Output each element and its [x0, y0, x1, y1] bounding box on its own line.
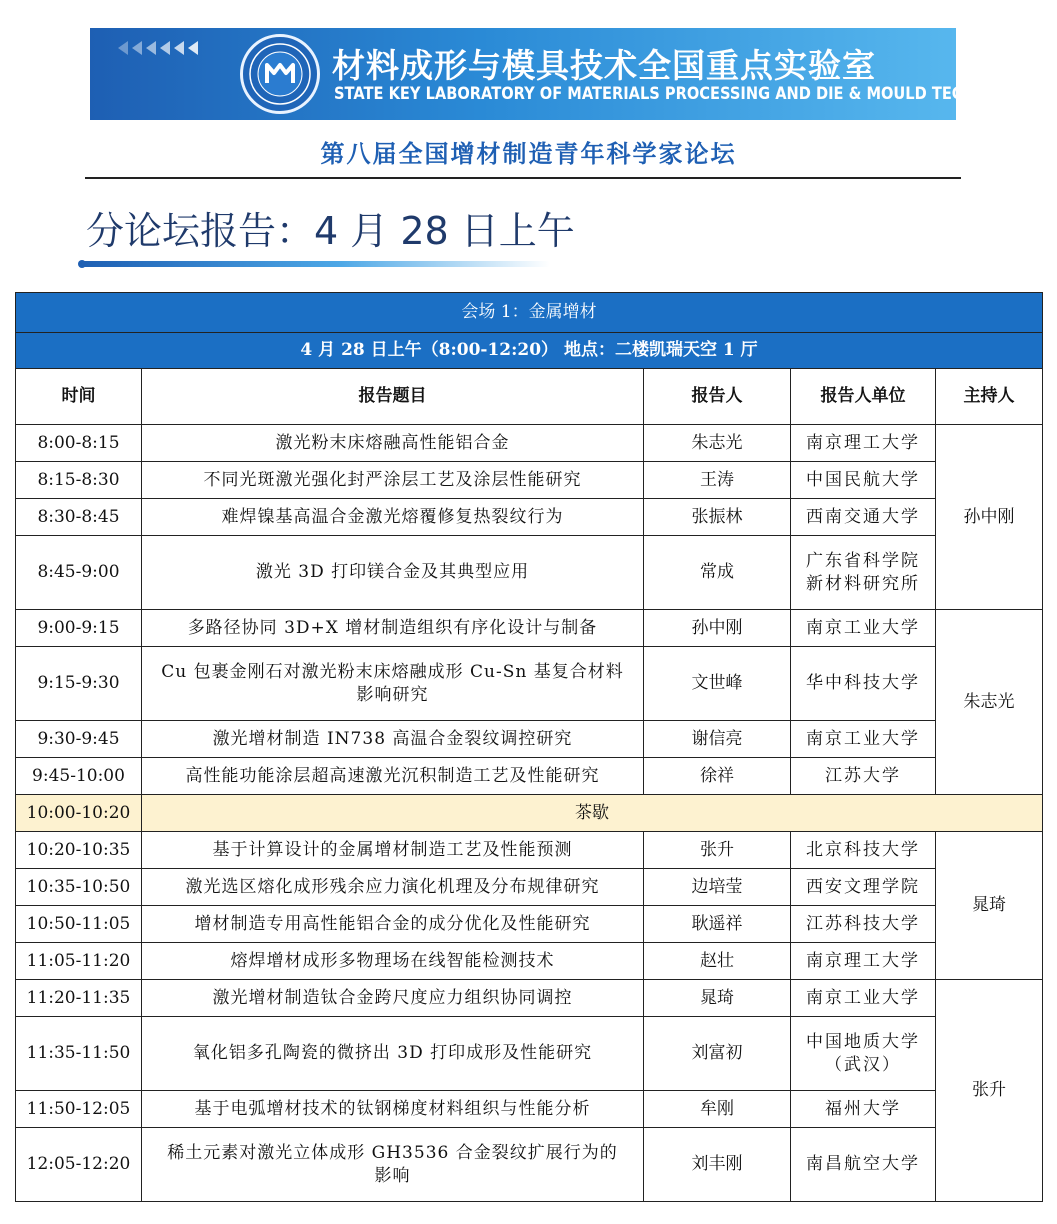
- title-cell: 激光 3D 打印镁合金及其典型应用: [142, 536, 644, 610]
- title-cell: 氧化铝多孔陶瓷的微挤出 3D 打印成形及性能研究: [142, 1017, 644, 1091]
- table-row: [16, 758, 1043, 795]
- break-row: [16, 795, 1043, 832]
- time-cell: 8:15-8:30: [16, 462, 142, 499]
- column-header-unit: 报告人单位: [791, 369, 936, 425]
- title-cell: 基于计算设计的金属增材制造工艺及性能预测: [142, 832, 644, 869]
- unit-cell: 南昌航空大学: [791, 1128, 936, 1202]
- speaker-cell: 牟刚: [644, 1091, 791, 1128]
- unit-cell: 福州大学: [791, 1091, 936, 1128]
- unit-cell: 南京理工大学: [791, 943, 936, 980]
- title-cell: 多路径协同 3D+X 增材制造组织有序化设计与制备: [142, 610, 644, 647]
- speaker-cell: 文世峰: [644, 647, 791, 721]
- time-cell: 11:20-11:35: [16, 980, 142, 1017]
- title-cell: 激光选区熔化成形残余应力演化机理及分布规律研究: [142, 869, 644, 906]
- time-cell: 10:35-10:50: [16, 869, 142, 906]
- column-header-title: 报告题目: [142, 369, 644, 425]
- time-cell: 11:50-12:05: [16, 1091, 142, 1128]
- speaker-cell: 晁琦: [644, 980, 791, 1017]
- speaker-cell: 常成: [644, 536, 791, 610]
- lab-banner: [90, 28, 1043, 120]
- time-cell: 8:30-8:45: [16, 499, 142, 536]
- unit-cell: 南京工业大学: [791, 980, 936, 1017]
- unit-cell: 西南交通大学: [791, 499, 936, 536]
- lab-name-en: STATE KEY LABORATORY OF MATERIALS PROCESSING AND DIE & MOULD TECHNOLOGY: [334, 84, 1043, 104]
- title-cell: 熔焊增材成形多物理场在线智能检测技术: [142, 943, 644, 980]
- forum-title: 第八届全国增材制造青年科学家论坛: [320, 139, 737, 168]
- unit-cell: 西安文理学院: [791, 869, 936, 906]
- table-row: [16, 980, 1043, 1017]
- title-cell: 难焊镍基高温合金激光熔覆修复热裂纹行为: [142, 499, 644, 536]
- time-cell: 9:15-9:30: [16, 647, 142, 721]
- table-row: [16, 647, 1043, 721]
- table-row: [16, 1017, 1043, 1091]
- unit-cell: 北京科技大学: [791, 832, 936, 869]
- speaker-cell: 张振林: [644, 499, 791, 536]
- unit-cell: [791, 1017, 936, 1091]
- host-cell: 晁琦: [936, 832, 1043, 980]
- title-cell: 增材制造专用高性能铝合金的成分优化及性能研究: [142, 906, 644, 943]
- time-cell: 11:05-11:20: [16, 943, 142, 980]
- unit-cell: 江苏科技大学: [791, 906, 936, 943]
- arrow-decoration-icon: [118, 38, 248, 58]
- title-cell: 激光增材制造钛合金跨尺度应力组织协同调控: [142, 980, 644, 1017]
- title-cell: [142, 1128, 644, 1202]
- table-row: [16, 1091, 1043, 1128]
- table-row: [16, 610, 1043, 647]
- column-header-host: 主持人: [936, 369, 1043, 425]
- time-cell: 10:20-10:35: [16, 832, 142, 869]
- venue-header-row: [16, 293, 1043, 333]
- unit-line: 中国地质大学: [806, 1032, 920, 1053]
- title-cell: 激光增材制造 IN738 高温合金裂纹调控研究: [142, 721, 644, 758]
- speaker-cell: 赵壮: [644, 943, 791, 980]
- time-cell: 12:05-12:20: [16, 1128, 142, 1202]
- column-header-row: [16, 369, 1043, 425]
- date-location: 4 月 28 日上午（8:00-12:20） 地点：二楼凯瑞天空 1 厅: [16, 333, 1043, 369]
- time-cell: 8:45-9:00: [16, 536, 142, 610]
- lab-name-cn: 材料成形与模具技术全国重点实验室: [332, 46, 876, 85]
- section-heading: 分论坛报告：4 月 28 日上午: [86, 209, 575, 253]
- time-cell: 11:35-11:50: [16, 1017, 142, 1091]
- table-row: [16, 425, 1043, 462]
- table-row: [16, 499, 1043, 536]
- unit-line: 新材料研究所: [806, 573, 920, 594]
- speaker-cell: 刘丰刚: [644, 1128, 791, 1202]
- unit-cell: 南京理工大学: [791, 425, 936, 462]
- time-cell: 8:00-8:15: [16, 425, 142, 462]
- speaker-cell: 朱志光: [644, 425, 791, 462]
- table-row: [16, 462, 1043, 499]
- break-label: 茶歇: [142, 795, 1043, 832]
- unit-cell: 南京工业大学: [791, 610, 936, 647]
- unit-cell: [791, 536, 936, 610]
- title-line: 影响: [374, 1165, 411, 1186]
- time-cell: 10:00-10:20: [16, 795, 142, 832]
- speaker-cell: 耿遥祥: [644, 906, 791, 943]
- table-row: [16, 1128, 1043, 1202]
- title-cell: 基于电弧增材技术的钛钢梯度材料组织与性能分析: [142, 1091, 644, 1128]
- table-row: [16, 943, 1043, 980]
- schedule-table: [15, 292, 1043, 1202]
- speaker-cell: 王涛: [644, 462, 791, 499]
- unit-line: 广东省科学院: [806, 551, 920, 572]
- unit-line: （武汉）: [825, 1054, 901, 1075]
- unit-cell: 南京工业大学: [791, 721, 936, 758]
- table-row: [16, 536, 1043, 610]
- heading-underline: [80, 261, 550, 267]
- speaker-cell: 边培莹: [644, 869, 791, 906]
- title-cell: 激光粉末床熔融高性能铝合金: [142, 425, 644, 462]
- table-row: [16, 906, 1043, 943]
- title-line: 影响研究: [356, 684, 429, 705]
- title-cell: 不同光斑激光强化封严涂层工艺及涂层性能研究: [142, 462, 644, 499]
- speaker-cell: 谢信亮: [644, 721, 791, 758]
- unit-cell: 江苏大学: [791, 758, 936, 795]
- unit-cell: 中国民航大学: [791, 462, 936, 499]
- title-line: Cu 包裹金刚石对激光粉末床熔融成形 Cu-Sn 基复合材料: [161, 662, 624, 683]
- table-row: [16, 721, 1043, 758]
- speaker-cell: 张升: [644, 832, 791, 869]
- table-row: [16, 832, 1043, 869]
- date-location-row: [16, 333, 1043, 369]
- column-header-time: 时间: [16, 369, 142, 425]
- speaker-cell: 孙中刚: [644, 610, 791, 647]
- host-cell: 张升: [936, 980, 1043, 1202]
- host-cell: 孙中刚: [936, 425, 1043, 610]
- title-line: 稀土元素对激光立体成形 GH3536 合金裂纹扩展行为的: [167, 1143, 618, 1164]
- table-row: [16, 869, 1043, 906]
- time-cell: 9:30-9:45: [16, 721, 142, 758]
- time-cell: 10:50-11:05: [16, 906, 142, 943]
- time-cell: 9:00-9:15: [16, 610, 142, 647]
- unit-cell: 华中科技大学: [791, 647, 936, 721]
- time-cell: 9:45-10:00: [16, 758, 142, 795]
- host-cell: 朱志光: [936, 610, 1043, 795]
- lab-logo-icon: [240, 34, 320, 114]
- speaker-cell: 刘富初: [644, 1017, 791, 1091]
- venue-title: 会场 1：金属增材: [16, 293, 1043, 333]
- title-cell: 高性能功能涂层超高速激光沉积制造工艺及性能研究: [142, 758, 644, 795]
- speaker-cell: 徐祥: [644, 758, 791, 795]
- title-cell: [142, 647, 644, 721]
- column-header-speaker: 报告人: [644, 369, 791, 425]
- divider: [85, 177, 961, 179]
